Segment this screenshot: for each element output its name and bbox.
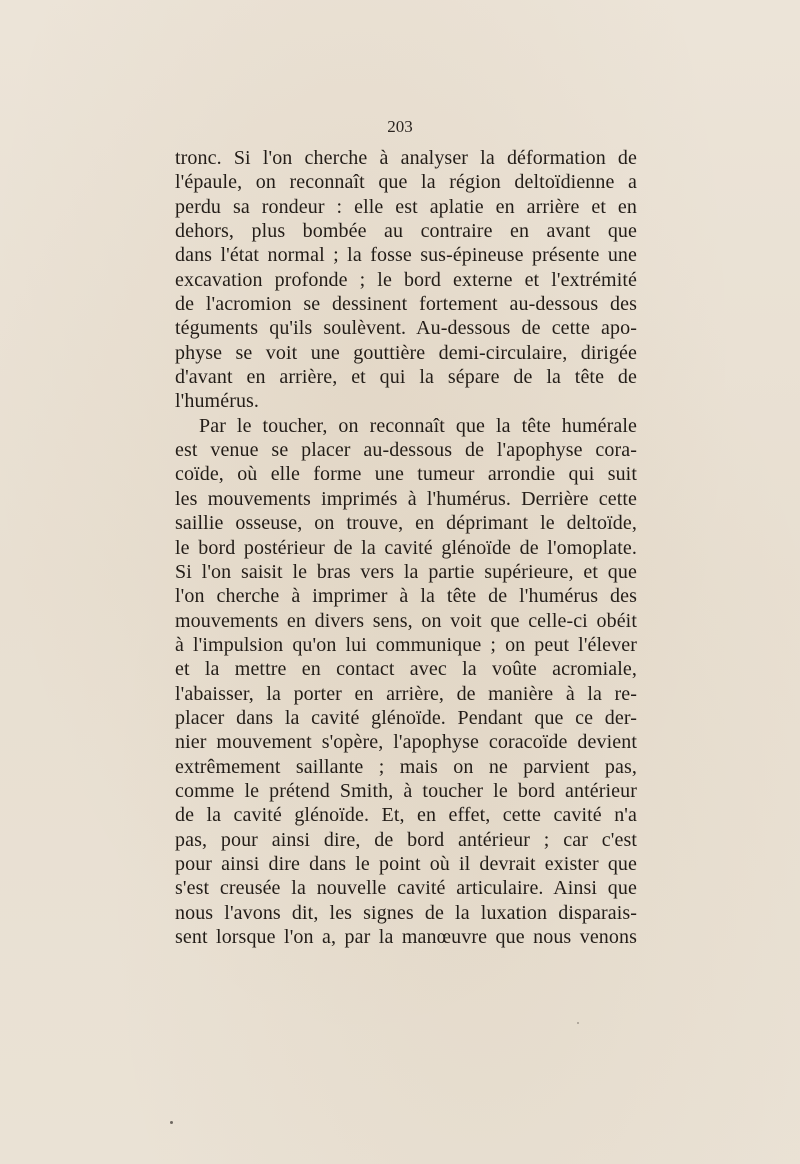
text-line: nier mouvement s'opère, l'apophyse coracoïde devient <box>175 731 637 754</box>
text-line: extrêmement saillante ; mais on ne parvient pas, <box>175 755 637 778</box>
text-line: l'abaisser, la porter en arrière, de manière à la re- <box>175 682 637 705</box>
text-line-paragraph-end: l'humérus. <box>175 390 260 413</box>
body-text <box>175 146 637 949</box>
text-line: physe se voit une gouttière demi-circulaire, dirigée <box>175 341 637 364</box>
text-line: dehors, plus bombée au contraire en avant que <box>175 220 637 243</box>
page-number: 203 <box>387 117 413 136</box>
text-line: Si l'on saisit le bras vers la partie supérieure, et que <box>175 560 637 583</box>
text-line: l'épaule, on reconnaît que la région deltoïdienne a <box>175 171 637 194</box>
text-line: l'on cherche à imprimer à la tête de l'humérus des <box>175 585 637 608</box>
text-line: téguments qu'ils soulèvent. Au-dessous de cette apo- <box>175 317 637 340</box>
text-line-paragraph-start: Par le toucher, on reconnaît que la tête humérale <box>199 414 637 437</box>
text-line: d'avant en arrière, et qui la sépare de la tête de <box>175 366 637 389</box>
text-line: saillie osseuse, on trouve, en déprimant le deltoïde, <box>175 512 637 535</box>
text-line: nous l'avons dit, les signes de la luxation disparais- <box>175 901 637 924</box>
text-line: coïde, où elle forme une tumeur arrondie qui suit <box>175 463 637 486</box>
text-line: comme le prétend Smith, à toucher le bord antérieur <box>175 779 637 802</box>
text-line: à l'impulsion qu'on lui communique ; on peut l'élever <box>175 633 637 656</box>
text-line: mouvements en divers sens, on voit que celle-ci obéit <box>175 609 637 632</box>
text-line: pas, pour ainsi dire, de bord antérieur ; car c'est <box>175 828 637 851</box>
text-line: pour ainsi dire dans le point où il devrait exister que <box>175 852 637 875</box>
text-line: s'est creusée la nouvelle cavité articulaire. Ainsi que <box>175 877 637 900</box>
text-line: perdu sa rondeur : elle est aplatie en arrière et en <box>175 195 637 218</box>
text-line: tronc. Si l'on cherche à analyser la déformation de <box>175 147 637 169</box>
text-line: le bord postérieur de la cavité glénoïde de l'omoplate. <box>175 536 637 559</box>
text-line: les mouvements imprimés à l'humérus. Derrière cette <box>175 487 637 510</box>
text-line: de la cavité glénoïde. Et, en effet, cette cavité n'a <box>175 804 637 827</box>
paper-speck <box>577 1022 579 1024</box>
paper-speck <box>170 1121 173 1124</box>
text-line: est venue se placer au-dessous de l'apophyse cora- <box>175 439 637 462</box>
text-line: et la mettre en contact avec la voûte acromiale, <box>175 658 637 681</box>
text-line: dans l'état normal ; la fosse sus-épineuse présente une <box>175 244 637 267</box>
text-line: excavation profonde ; le bord externe et l'extrémité <box>175 268 637 291</box>
text-line: placer dans la cavité glénoïde. Pendant que ce der- <box>175 706 637 729</box>
text-line: de l'acromion se dessinent fortement au-dessous des <box>175 293 637 316</box>
text-line: sent lorsque l'on a, par la manœuvre que nous venons <box>175 926 637 948</box>
